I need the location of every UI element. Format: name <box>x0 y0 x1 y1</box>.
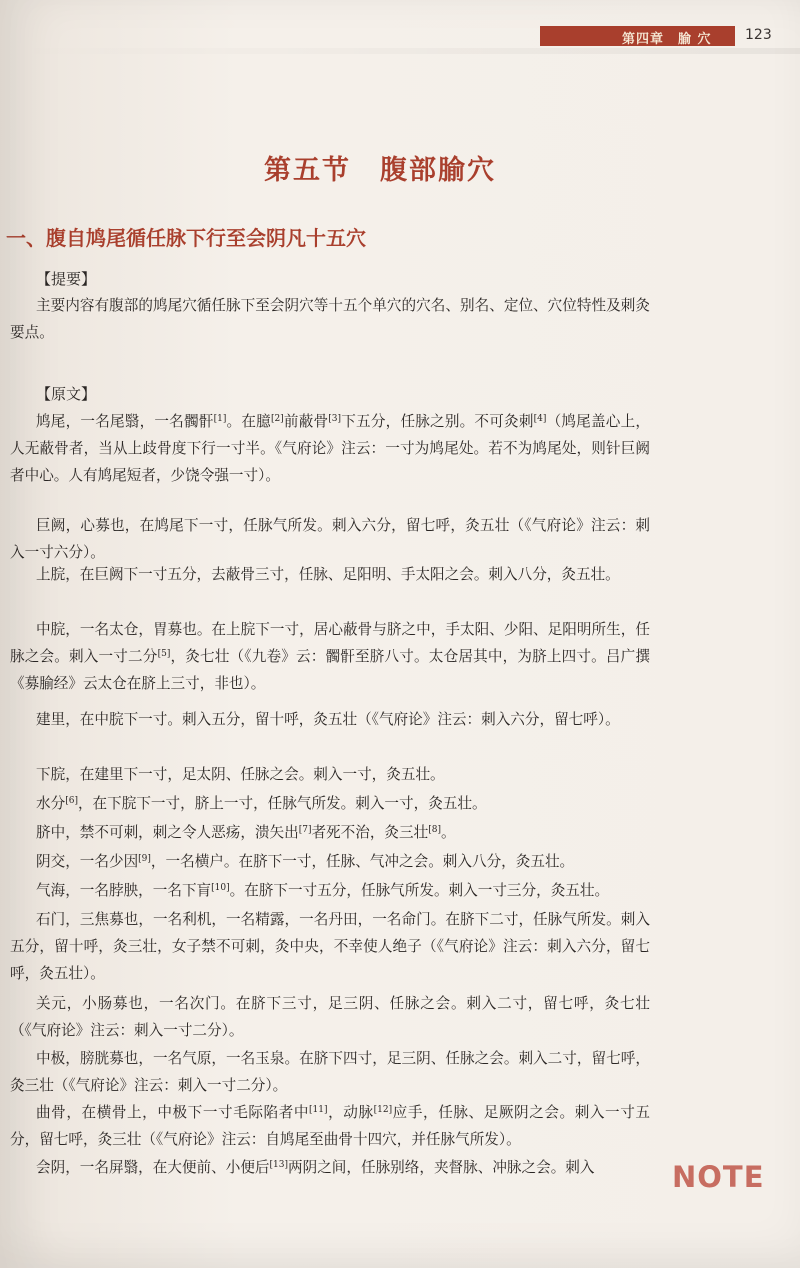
paragraph-text: （鸠尾盖心上，人无蔽骨者，当从上歧骨度下行一寸半。《气府论》注云：一寸为鸠尾处。若不为鸠尾处，则针巨阙者中心。人有鸠尾短者，少饶令强一寸）。 <box>10 413 650 484</box>
paragraph-text: ，一名横户。在脐下一寸，任脉、气冲之会。刺入八分，灸五壮。 <box>150 853 575 870</box>
paragraph-text: 巨阙，心募也，在鸠尾下一寸，任脉气所发。刺入六分，留七呼，灸五壮（《气府论》注云：刺入一寸六分）。 <box>10 517 650 561</box>
footnote-marker: [9] <box>138 854 151 864</box>
running-head-chapter: 第四章 腧 穴 <box>622 32 712 47</box>
original-paragraph <box>10 819 650 846</box>
original-paragraph <box>10 1154 650 1181</box>
paragraph-text: 者死不治，灸三壮 <box>311 824 429 841</box>
paragraph-text: ，灸七壮（《九卷》云：髑骭至脐八寸。太仓居其中，为脐上四寸。吕广撰《募腧经》云太仓在脐上三寸，非也）。 <box>10 648 650 692</box>
paragraph-text: 前蔽骨 <box>283 413 329 430</box>
paragraph-text: 建里，在中脘下一寸。刺入五分，留十呼，灸五壮（《气府论》注云：刺入六分，留七呼）。 <box>36 711 620 728</box>
footnote-marker: [4] <box>533 414 547 424</box>
original-paragraph <box>10 848 650 875</box>
footnote-marker: [13] <box>269 1160 288 1170</box>
original-paragraph <box>10 790 650 817</box>
footnote-marker: [6] <box>65 796 78 806</box>
footnote-marker: [3] <box>328 414 342 424</box>
summary-label: 【提要】 <box>36 270 97 288</box>
paragraph-text: 脐中，禁不可刺，刺之令人恶疡，溃矢出 <box>36 824 299 841</box>
paragraph-text: 石门，三焦募也，一名利机，一名精露，一名丹田，一名命门。在脐下二寸，任脉气所发。刺入五分，留十呼，灸三壮，女子禁不可刺，灸中央，不幸使人绝子（《气府论》注云：刺入六分，留七呼，灸五壮）。 <box>10 911 650 982</box>
paragraph-text: 。在脐下一寸五分，任脉气所发。刺入一寸三分，灸五壮。 <box>229 882 610 899</box>
footnote-marker: [7] <box>298 825 312 835</box>
section-title: 第五节 腹部腧穴 <box>264 155 496 186</box>
paragraph-text: 会阴，一名屏翳，在大便前、小便后 <box>36 1159 270 1176</box>
footnote-marker: [10] <box>211 883 230 893</box>
original-paragraph <box>10 990 650 1044</box>
paragraph-text: 水分 <box>36 795 66 812</box>
paragraph-text: 鸠尾，一名尾翳，一名髑骭 <box>36 413 214 430</box>
paragraph-text: 曲骨，在横骨上，中极下一寸毛际陷者中 <box>36 1104 310 1121</box>
footnote-marker: [5] <box>157 649 171 659</box>
original-paragraph <box>10 761 650 788</box>
paragraph-text: 关元，小肠募也，一名次门。在脐下三寸，足三阴、任脉之会。刺入二寸，留七呼，灸七壮（《气府论》注云：刺入一寸二分）。 <box>10 995 650 1039</box>
paragraph-text: 下五分，任脉之别。不可灸刺 <box>341 413 534 430</box>
paragraph-text: 。 <box>440 824 456 841</box>
original-paragraph <box>10 706 650 733</box>
paragraph-text: 中极，膀胱募也，一名气原，一名玉泉。在脐下四寸，足三阴、任脉之会。刺入二寸，留七呼，灸三壮（《气府论》注云：刺入一寸二分）。 <box>10 1050 650 1094</box>
paragraph-text: 阴交，一名少因 <box>36 853 139 870</box>
original-paragraph <box>10 408 650 489</box>
original-paragraph <box>10 616 650 697</box>
original-paragraph <box>10 1045 650 1099</box>
original-paragraph <box>10 561 650 588</box>
paragraph-text: 。在臆 <box>226 413 271 430</box>
original-paragraph <box>10 1099 650 1153</box>
footnote-marker: [8] <box>428 825 441 835</box>
footnote-marker: [11] <box>309 1105 328 1115</box>
original-paragraph <box>10 877 650 904</box>
original-text-label: 【原文】 <box>36 385 97 403</box>
footnote-marker: [2] <box>270 414 284 424</box>
original-paragraph <box>10 512 650 566</box>
summary-paragraph: 主要内容有腹部的鸠尾穴循任脉下至会阴穴等十五个单穴的穴名、别名、定位、穴位特性及刺灸要点。 <box>10 297 650 341</box>
paragraph-text: 两阴之间，任脉别络，夹督脉、冲脉之会。刺入 <box>288 1159 595 1176</box>
paragraph-text: 中脘，一名太仓，胃募也。在上脘下一寸，居心蔽骨与脐之中，手太阳、少阳、足阳明所生，任脉之会。刺入一寸二分 <box>10 621 650 665</box>
footnote-marker: [12] <box>373 1105 393 1115</box>
paragraph-text: 气海，一名脖胦，一名下肓 <box>36 882 212 899</box>
note-logo: NOTE <box>672 1160 765 1194</box>
sub-heading: 一、腹自鸠尾循任脉下行至会阴凡十五穴 <box>6 226 366 250</box>
paragraph-text: ，在下脘下一寸，脐上一寸，任脉气所发。刺入一寸，灸五壮。 <box>77 795 487 812</box>
header-shadow-band <box>0 48 800 54</box>
paragraph-text: 应手，任脉、足厥阴之会。刺入一寸五分，留七呼，灸三壮（《气府论》注云：自鸠尾至曲骨十四穴，并任脉气所发）。 <box>10 1104 650 1148</box>
original-paragraph <box>10 906 650 987</box>
paragraph-text: 上脘，在巨阙下一寸五分，去蔽骨三寸，任脉、足阳明、手太阳之会。刺入八分，灸五壮。 <box>36 566 620 583</box>
paragraph-text: ，动脉 <box>327 1104 374 1121</box>
footnote-marker: [1] <box>213 414 227 424</box>
paragraph-text: 下脘，在建里下一寸，足太阴、任脉之会。刺入一寸，灸五壮。 <box>36 766 445 783</box>
page-number: 123 <box>745 27 772 43</box>
